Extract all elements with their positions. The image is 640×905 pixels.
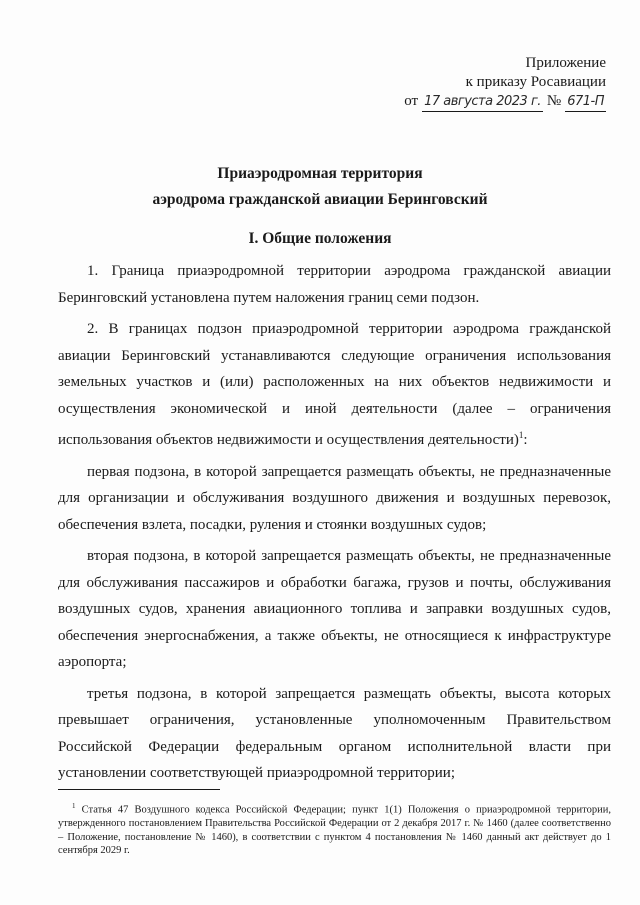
footnote	[58, 800, 611, 858]
paragraph-2	[58, 316, 611, 454]
document-body	[58, 258, 611, 792]
paragraph-subzone-1: первая подзона, в которой запрещается размещать объекты, не предназначенные для организации и обслуживания воздушного движения и воздушных перевозок, обеспечения взлета, посадки, руления и стоянки воздушных судов;	[58, 463, 611, 533]
paragraph-subzone-2: вторая подзона, в которой запрещается размещать объекты, не предназначенные для обслуживания пассажиров и обработки багажа, грузов и почты, обслуживания воздушных судов, хранения авиационного топлива и заправки воздушных судов, обеспечения энергоснабжения, а также объекты, не относящиеся к инфраструктуре аэропорта;	[58, 548, 611, 670]
order-date-handwritten: 17 августа 2023 г.	[422, 92, 543, 112]
appendix-label: Приложение	[525, 55, 606, 71]
paragraph-2-text: 2. В границах подзон приаэродромной территории аэродрома гражданской авиации Беринговский устанавливаются следующие ограничения использования земельных участков и (или) расположенных на них объектов недвижимости и осуществления экономической и иной деятельности (далее – ограничения использования объектов недвижимости и осуществления деятельности)	[58, 321, 611, 448]
order-date-line	[396, 92, 606, 112]
paragraph-2-tail: :	[523, 432, 528, 448]
document-title-line2: аэродрома гражданской авиации Беринговский	[152, 191, 488, 208]
order-number-handwritten: 671-П	[565, 92, 606, 112]
order-reference: к приказу Росавиации	[465, 74, 606, 90]
order-number-sign: №	[546, 93, 562, 109]
document-title-line1: Приаэродромная территория	[217, 165, 423, 182]
footnote-reference[interactable]: 1	[518, 430, 524, 440]
footnote-marker: 1	[72, 802, 76, 810]
appendix-header	[396, 54, 606, 112]
order-prefix: от	[404, 93, 419, 109]
paragraph-1: 1. Граница приаэродромной территории аэродрома гражданской авиации Беринговский установлена путем наложения границ семи подзон.	[58, 263, 611, 306]
paragraph-subzone-3: третья подзона, в которой запрещается размещать объекты, высота которых превышает ограничения, установленные уполномоченным Правительством Российской Федерации федеральным органом исполнительной власти при установлении соответствующей приаэродромной территории;	[58, 685, 611, 781]
footnote-text: Статья 47 Воздушного кодекса Российской Федерации; пункт 1(1) Положения о приаэродромной территории, утвержденного постановлением Правительства Российской Федерации от 2 декабря 2017 г. № 1460 (далее соответственно – Положение, постановление № 1460), в соответствии с пунктом 4 постановления № 1460 данный акт действует до 1 сентября 2029 г.	[58, 804, 611, 857]
section-heading: I. Общие положения	[248, 230, 392, 247]
footnote-divider	[58, 789, 220, 790]
